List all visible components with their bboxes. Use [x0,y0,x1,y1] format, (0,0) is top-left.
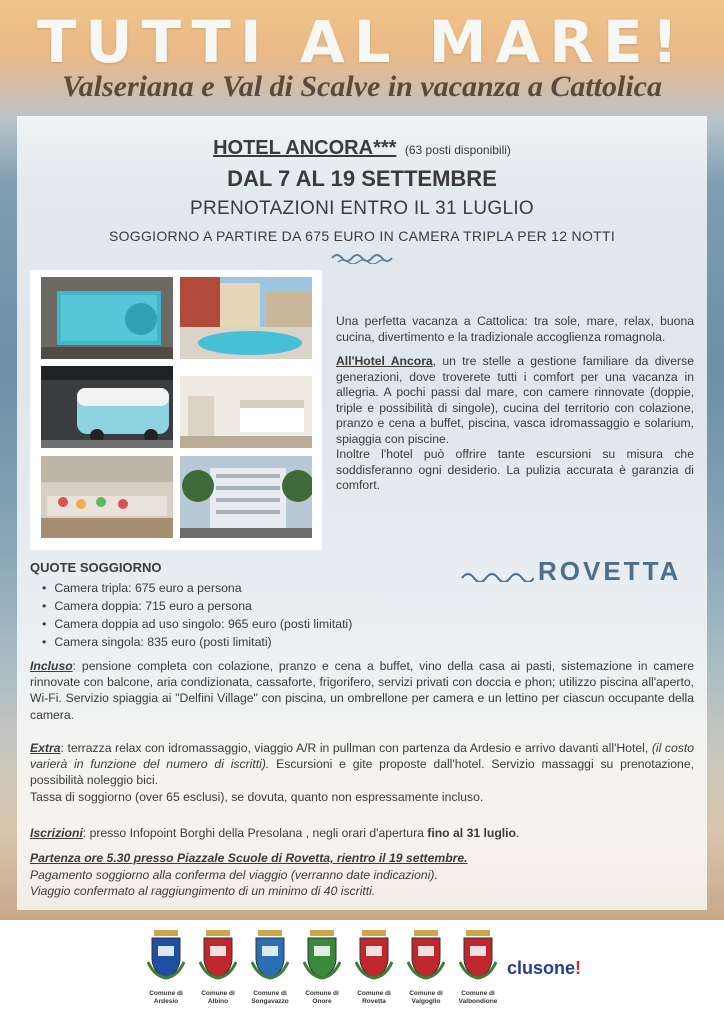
extra-label: Extra [30,741,61,755]
location-label: ROVETTA [538,556,682,586]
crest-icon [250,928,290,980]
stay-dates: DAL 7 AL 19 SETTEMBRE [227,166,497,191]
crest-label: Comune di Valbondione [458,990,498,1005]
iscrizioni-label: Iscrizioni [30,826,83,840]
hotel-posti: (63 posti disponibili) [404,143,511,157]
wave-icon [460,566,534,582]
vintage-van-photo [41,366,173,448]
list-item: • Camera doppia ad uso singolo: 965 euro (posti limitati) [42,615,352,633]
description-intro: Una perfetta vacanza a Cattolica: tra sole, mare, relax, buona cucina, divertimento e la tradizionale accoglienza romagnola. [336,314,694,344]
crest-icon [146,928,186,980]
crest-label: Comune di Ardesio [149,990,183,1005]
incluso-section: Incluso: pensione completa con colazione, pranzo e cena a buffet, vino della casa ai pasti, sistemazione in camere rinnovate con balcone, aria condizionata, cassaforte, frigorifero, servizi privati con doccia e phon; utilizzo piscina all'aperto, Wi-Fi. Servizio spiaggia ai "Delfini Village" con piscina, un ombrellone per camera e un lettino per ciascun occupante della camera. [30,659,694,722]
crest-icon [302,928,342,980]
extra-section: Extra: terrazza relax con idromassaggio, viaggio A/R in pullman con partenza da Ardesio e arrivo davanti all'Hotel, (il costo varierà in funzione del numero di iscritti). Escursioni e gite proposte dall'hotel. Servizio massaggi su prenotazione, possibilità noleggio bici. Tassa di soggiorno (over 65 esclusi), se dovuta, quanto non espressamente incluso. [30,741,694,804]
wave-icon [330,248,400,264]
price-summary: SOGGIORNO A PARTIRE DA 675 EURO IN CAMERA TRIPLA PER 12 NOTTI [108,228,616,244]
partenza-line: Partenza ore 5.30 presso Piazzale Scuole di Rovetta, rientro il 19 settembre. [30,851,468,865]
hotel-photo-gallery [30,270,322,550]
crest-label: Comune di Albino [201,990,235,1005]
buffet-photo [41,456,173,538]
booking-deadline: PRENOTAZIONI ENTRO IL 31 LUGLIO [190,198,534,219]
poster-title: TUTTI AL MARE! [36,8,688,76]
pool-aerial-photo [41,277,173,359]
hotel-facade-photo [180,456,312,538]
crest-label: Comune di Songavazzo [251,990,289,1005]
clusone-logo: clusone! [507,958,582,978]
hotel-heading [0,137,724,160]
hotel-name: HOTEL ANCORA*** [213,137,397,159]
list-item: • Camera singola: 835 euro (posti limitati) [42,633,352,651]
poster-subtitle: Valseriana e Val di Scalve in vacanza a Cattolica [61,70,662,103]
crest-icon [406,928,446,980]
list-item: • Camera doppia: 715 euro a persona [42,597,352,615]
pool-terrace-photo [180,277,312,359]
quote-list [42,579,352,651]
crest-label: Comune di Rovetta [357,990,391,1005]
crest-icon [458,928,498,980]
partenza-section [30,850,694,900]
tassa-text: Tassa di soggiorno (over 65 esclusi), se dovuta, quanto non espressamente incluso. [30,789,484,804]
conferma-line: Viaggio confermato al raggiungimento di un minimo di 40 iscritti. [30,884,376,898]
quote-title: QUOTE SOGGIORNO [30,560,162,575]
hotel-description [336,314,694,503]
hotel-link-label: All'Hotel Ancora [336,354,433,368]
crest-label: Comune di Onore [305,990,339,1005]
crest-icon [198,928,238,980]
description-hotel: All'Hotel Ancora, un tre stelle a gestione familiare da diverse generazioni, dove troverete tutti i comfort per una vacanza in allegria. A pochi passi dal mare, con camere rinnovate (doppie, triple e possibilità di singole), cucina del territorio con colazione, pranzo e cena a buffet, piscina, vasca idromassaggio e solarium, spiaggia con piscine. Inoltre l'hotel può offrire tante escursioni su misura che soddisferanno ogni desiderio. La pulizia accurata è garanzia di comfort. [336,354,694,492]
hotel-room-photo [180,366,312,448]
incluso-label: Incluso [30,659,73,673]
iscrizioni-section: Iscrizioni: presso Infopoint Borghi della Presolana , negli orari d'apertura fino al 31 luglio. [30,826,520,840]
list-item: • Camera tripla: 675 euro a persona [42,579,352,597]
crest-label: Comune di Valgoglio [409,990,443,1005]
crest-icon [354,928,394,980]
pagamento-line: Pagamento soggiorno alla conferma del viaggio (verranno date indicazioni). [30,867,438,882]
